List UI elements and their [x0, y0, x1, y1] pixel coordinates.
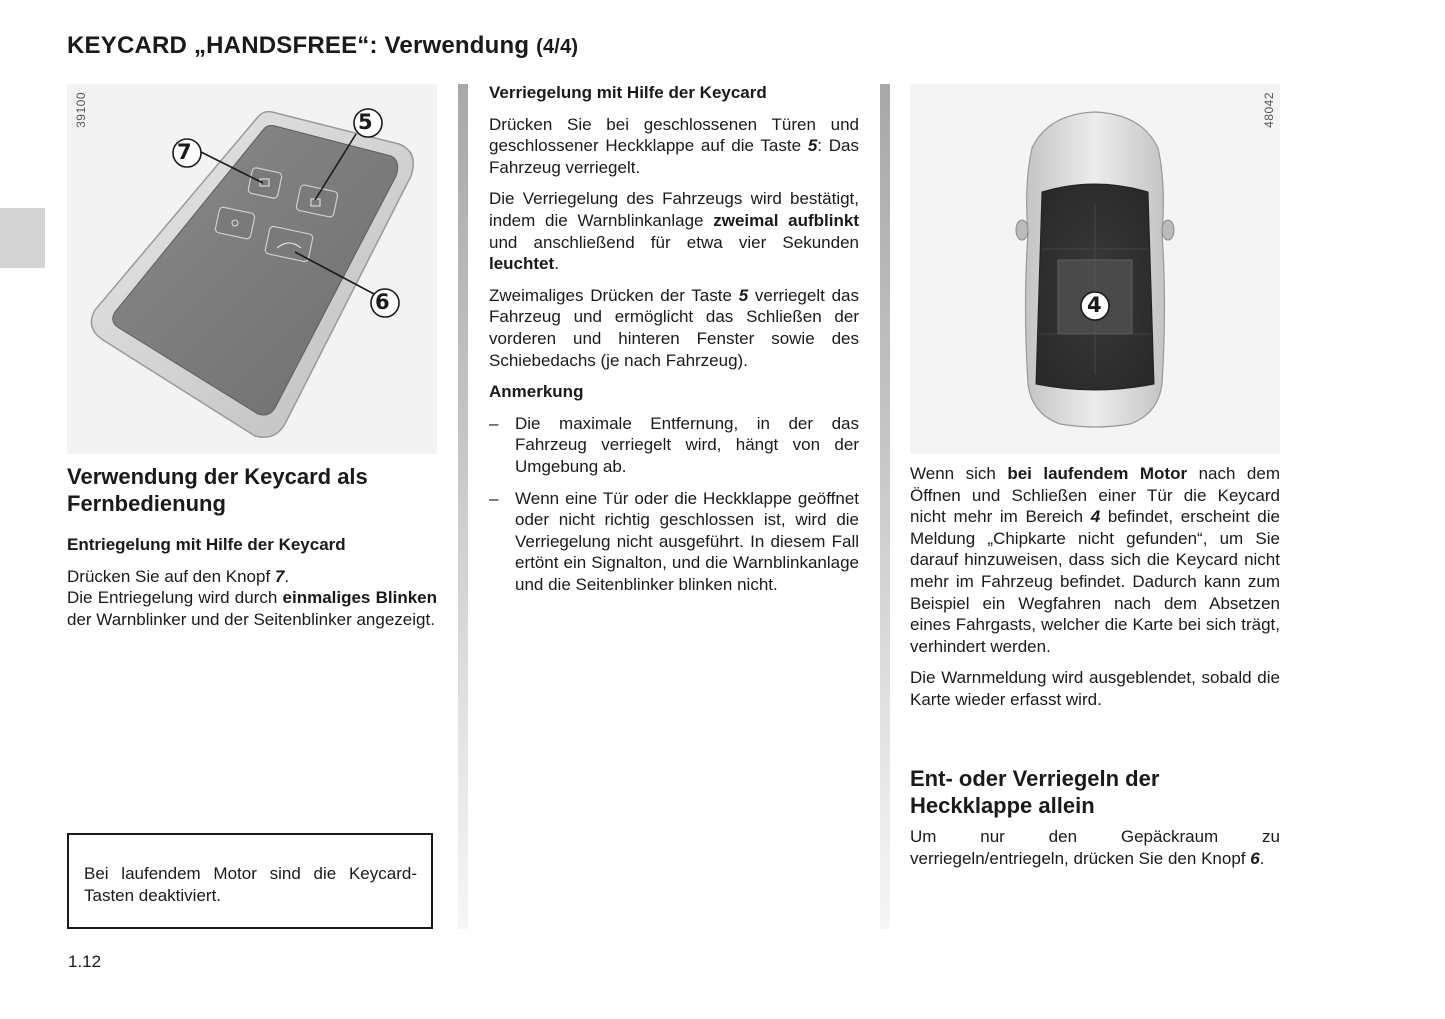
lock-p1-text: Drücken Sie bei geschlossenen Türen und geschlossener Heckklappe auf die Taste — [489, 114, 859, 156]
column-divider-left — [458, 84, 468, 929]
page-number: 1.12 — [68, 952, 102, 971]
engine-p1-text: Wenn sich — [910, 464, 1008, 483]
page-title-text: KEYCARD „HANDSFREE“: Verwendung — [67, 32, 530, 59]
lock-p3-end: verriegelt das Fahrzeug und ermöglicht das Schließen der vorderen und hinteren Fenster sowie des Schiebedachs (je nach Fahrzeug). — [489, 285, 859, 370]
lock-p2-end: . — [554, 254, 559, 274]
unlock-p2-end: der Warnblinker und der Seitenblinker angezeigt. — [67, 609, 435, 629]
button-reference-5b: 5 — [738, 285, 749, 305]
callout-5: 5 — [358, 110, 373, 134]
section-heading-tailgate-line1: Ent- oder Verriegeln der — [910, 766, 1160, 791]
lock-p1-end: : Das Fahrzeug verriegelt. — [489, 136, 859, 177]
remark-list — [489, 413, 859, 596]
tailgate-text: Um nur den Gepäckraum zu verriegeln/entriegeln, drücken Sie den Knopf — [910, 827, 1280, 868]
section-heading-remote-line2: Fernbedienung — [67, 491, 226, 516]
tailgate-section — [910, 826, 1280, 879]
callout-6: 6 — [375, 290, 390, 314]
remark-heading: Anmerkung — [489, 382, 584, 402]
button-reference-6: 6 — [1250, 848, 1260, 868]
lock-p2-bold2: leuchtet — [489, 254, 555, 274]
right-column-text — [910, 463, 1280, 721]
lock-p2-text: Die Verriegelung des Fahrzeugs wird bestätigt, indem die Warnblinkanlage — [489, 189, 859, 230]
column-divider-right — [880, 84, 890, 929]
note-box — [67, 833, 433, 929]
section-heading-tailgate-line2: Heckklappe allein — [910, 793, 1095, 818]
section-heading-remote-line1: Verwendung der Keycard als — [67, 464, 368, 489]
page-title-suffix: (4/4) — [536, 36, 579, 58]
keycard-drawing — [67, 84, 437, 454]
callout-7: 7 — [177, 140, 192, 164]
unlock-paragraph-1 — [67, 566, 437, 588]
warning-hidden-paragraph: Die Warnmeldung wird ausgeblendet, sobald die Karte wieder erfasst wird. — [910, 668, 1280, 709]
engine-p1-end: befindet, erscheint die Meldung „Chipkarte nicht gefunden“, um Sie darauf hinzuweisen, dass sich die Keycard nicht mehr im Fahrzeug befindet. Dadurch kann zum Beispiel ein Wegfahren nach dem Absetzen eines Fahrgasts, welcher die Karte bei sich trägt, verhindert werden. — [910, 507, 1280, 656]
unlock-heading: Entriegelung mit Hilfe der Keycard — [67, 535, 346, 554]
unlock-section — [67, 534, 437, 640]
figure-number-keycard: 39100 — [74, 92, 88, 128]
note-text: Bei laufendem Motor sind die Keycard-Tasten deaktiviert. — [84, 864, 417, 905]
car-illustration — [910, 84, 1280, 454]
remark-text: Die maximale Entfernung, in der das Fahrzeug verriegelt wird, hängt von der Umgebung ab. — [515, 413, 859, 476]
lock-p2-bold1: zweimal aufblinkt — [713, 210, 860, 230]
button-reference-5: 5 — [807, 136, 818, 156]
unlock-paragraph-2 — [67, 587, 437, 630]
list-item — [489, 413, 859, 478]
lock-paragraph-1 — [489, 114, 859, 179]
side-tab-marker — [0, 208, 45, 268]
car-top-view-drawing — [910, 84, 1280, 454]
list-item — [489, 488, 859, 596]
unlock-p2-text: Die Entriegelung wird durch — [67, 588, 283, 608]
button-reference-7: 7 — [274, 566, 285, 586]
unlock-p2-bold: einmaliges Blinken — [282, 588, 437, 608]
unlock-p1-end: . — [284, 566, 290, 586]
lock-p3-text: Zweimaliges Drücken der Taste — [489, 285, 739, 305]
middle-column — [489, 82, 859, 605]
page-title — [67, 32, 578, 60]
lock-paragraph-2 — [489, 188, 859, 274]
callout-4: 4 — [1087, 293, 1102, 317]
tailgate-paragraph — [910, 826, 1280, 869]
section-heading-tailgate — [910, 765, 1280, 819]
engine-running-paragraph — [910, 463, 1280, 657]
dash-bullet: – — [489, 488, 499, 508]
engine-p1-mid: nach dem Öffnen und Schließen einer Tür die Keycard nicht mehr im Bereich — [910, 464, 1280, 527]
keycard-illustration — [67, 84, 437, 454]
tailgate-end: . — [1259, 848, 1265, 868]
engine-p1-bold: bei laufendem Motor — [1007, 464, 1188, 483]
area-reference-4: 4 — [1090, 507, 1101, 527]
dash-bullet: – — [489, 413, 499, 433]
figure-number-car: 48042 — [1262, 92, 1276, 128]
lock-p2-mid: und anschließend für etwa vier Sekunden — [489, 232, 859, 252]
remark-text: Wenn eine Tür oder die Heckklappe geöffnet oder nicht richtig geschlossen ist, wird die Verriegelung nicht ausgeführt. In diesem Fall ertönt ein Signalton, und die Warnblinkanlage und die Seitenblinker blinken nicht. — [515, 488, 859, 594]
lock-heading: Verriegelung mit Hilfe der Keycard — [489, 83, 767, 102]
section-heading-remote — [67, 463, 437, 517]
unlock-p1-text: Drücken Sie auf den Knopf — [67, 566, 275, 586]
lock-paragraph-3 — [489, 285, 859, 371]
